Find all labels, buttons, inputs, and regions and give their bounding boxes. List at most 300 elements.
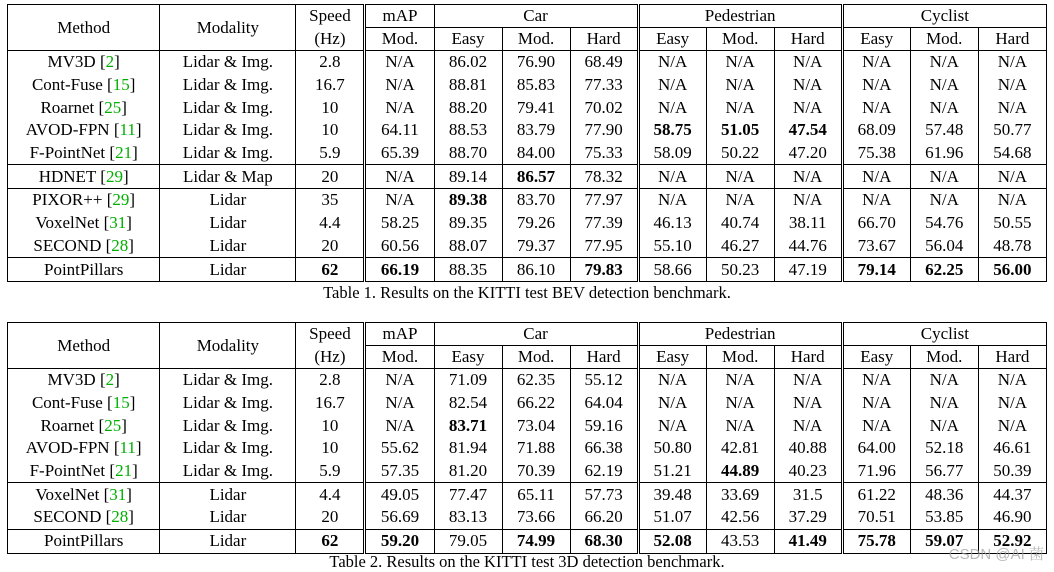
citation-link[interactable]: 15 [112, 75, 130, 95]
cell-cyc-mod [910, 74, 978, 97]
cell-car-hard [570, 74, 638, 97]
cell-cyc-hard [978, 119, 1046, 142]
cell-ped-hard [774, 392, 842, 415]
cell-value: Lidar [209, 259, 247, 279]
cell-car-easy [434, 235, 502, 258]
cell-cyc-hard [978, 506, 1046, 529]
cell-car-mod [502, 392, 570, 415]
header-car-mod: Mod. [502, 28, 570, 51]
cell-value: Lidar & Map [183, 166, 273, 186]
cell-cyc-mod [910, 460, 978, 483]
cell-ped-mod [706, 119, 774, 142]
cell-value: N/A [793, 190, 823, 210]
cell-speed [296, 460, 365, 483]
table1-caption: Table 1. Results on the KITTI test BEV detection benchmark. [323, 283, 731, 302]
cell-value: Lidar [209, 190, 247, 210]
header-car: Car [434, 323, 638, 346]
csdn-watermark: CSDN @AI 菌 [948, 546, 1044, 563]
cell-value: N/A [385, 166, 415, 186]
cell-value: N/A [725, 97, 755, 117]
cell-speed [296, 119, 365, 142]
cell-value: 62 [321, 259, 339, 279]
cell-value: 89.14 [448, 166, 488, 186]
citation-link[interactable]: 15 [112, 393, 130, 413]
cell-value: N/A [657, 190, 688, 210]
cell-value: 77.90 [584, 120, 623, 140]
cell-car-mod [502, 437, 570, 460]
citation-link[interactable]: 31 [109, 213, 127, 233]
cell-ped-easy [638, 119, 706, 142]
cell-method: VoxelNet [31] [8, 212, 160, 235]
cell-ped-hard [774, 369, 842, 392]
cell-ped-easy [638, 483, 706, 506]
cell-value: 79.05 [448, 531, 488, 551]
cell-value: 44.37 [993, 484, 1032, 504]
cell-modality [160, 189, 296, 212]
citation-link[interactable]: 29 [112, 190, 130, 210]
cell-value: N/A [793, 166, 823, 186]
cell-value: 59.07 [925, 531, 964, 551]
cell-value: Lidar [209, 235, 247, 255]
header-method: Method [8, 5, 160, 51]
cell-value: 73.04 [516, 415, 556, 435]
cell-value: Lidar & Img. [182, 461, 273, 481]
method-name: PointPillars [43, 531, 124, 551]
cell-ped-hard [774, 96, 842, 119]
cell-method: Roarnet [25] [8, 96, 160, 119]
header-ped-mod: Mod. [706, 28, 774, 51]
cell-value: 88.07 [448, 235, 488, 255]
cell-cyc-hard [978, 235, 1046, 258]
header-cyclist: Cyclist [842, 323, 1046, 346]
cell-map-mod [365, 460, 434, 483]
cell-value: 79.26 [516, 213, 556, 233]
cell-value: 75.38 [857, 143, 896, 163]
cell-car-mod [502, 235, 570, 258]
header-ped-easy: Easy [638, 346, 706, 369]
cell-car-hard [570, 119, 638, 142]
cell-value: 43.53 [721, 531, 760, 551]
cell-value: 4.4 [319, 484, 341, 504]
cell-ped-hard [774, 142, 842, 165]
cell-ped-easy [638, 51, 706, 74]
cell-cyc-hard [978, 142, 1046, 165]
cell-method: AVOD-FPN [11] [8, 437, 160, 460]
cell-modality [160, 235, 296, 258]
cell-value: N/A [657, 97, 688, 117]
cell-value: 53.85 [925, 507, 964, 527]
table-row [8, 51, 1047, 74]
cell-speed [296, 235, 365, 258]
citation-link[interactable]: 2 [105, 370, 115, 390]
table-row [8, 189, 1047, 212]
header-car-mod: Mod. [502, 346, 570, 369]
citation-link[interactable]: 21 [115, 143, 133, 163]
cell-ped-easy [638, 96, 706, 119]
cell-value: 64.11 [381, 120, 419, 140]
cell-value: 77.39 [584, 213, 623, 233]
cell-value: N/A [862, 166, 892, 186]
cell-value: Lidar [209, 213, 247, 233]
cell-value: 42.81 [721, 438, 760, 458]
cell-value: N/A [657, 166, 688, 186]
cell-cyc-easy [842, 51, 910, 74]
cell-ped-mod [706, 483, 774, 506]
cell-cyc-hard [978, 392, 1046, 415]
cell-value: 73.66 [516, 507, 556, 527]
cell-value: 76.90 [516, 52, 556, 72]
cell-cyc-mod [910, 212, 978, 235]
cell-speed [296, 392, 365, 415]
method-name: MV3D [47, 370, 96, 390]
citation-link[interactable]: 25 [104, 97, 122, 117]
cell-ped-mod [706, 235, 774, 258]
cell-value: 81.20 [448, 461, 488, 481]
cell-method: MV3D [2] [8, 51, 160, 74]
citation-link[interactable]: 29 [105, 166, 123, 186]
cell-value: 83.70 [516, 190, 556, 210]
cell-cyc-easy [842, 437, 910, 460]
citation-link[interactable]: 31 [109, 484, 127, 504]
cell-value: 85.83 [516, 75, 556, 95]
cell-modality [160, 212, 296, 235]
cell-value: 20 [321, 507, 339, 527]
cell-value: 33.69 [721, 484, 760, 504]
cell-cyc-mod [910, 414, 978, 437]
cell-modality [160, 506, 296, 529]
method-name: SECOND [33, 235, 102, 255]
cell-ped-hard [774, 189, 842, 212]
cell-modality [160, 165, 296, 189]
citation-link[interactable]: 21 [115, 461, 133, 481]
cell-map-mod [365, 414, 434, 437]
cell-value: N/A [385, 75, 415, 95]
cell-cyc-mod [910, 51, 978, 74]
cell-car-mod [502, 51, 570, 74]
method-name: VoxelNet [35, 484, 100, 504]
cell-value: N/A [862, 393, 892, 413]
cell-value: Lidar & Img. [182, 52, 273, 72]
cell-modality [160, 460, 296, 483]
cell-ped-mod [706, 369, 774, 392]
cell-value: 46.13 [653, 213, 692, 233]
cell-car-easy [434, 506, 502, 529]
cell-value: N/A [657, 52, 688, 72]
cell-ped-hard [774, 460, 842, 483]
header-cyc-easy: Easy [842, 28, 910, 51]
bev-results-body [8, 51, 1047, 282]
method-name: MV3D [47, 52, 96, 72]
cell-value: 31.5 [792, 484, 823, 504]
header-car-easy: Easy [434, 346, 502, 369]
citation-link[interactable]: 11 [119, 120, 136, 140]
cell-value: 39.48 [653, 484, 692, 504]
cell-value: N/A [385, 370, 415, 390]
cell-value: 41.49 [788, 531, 827, 551]
cell-car-mod [502, 165, 570, 189]
table-row [8, 142, 1047, 165]
header-car-easy: Easy [434, 28, 502, 51]
cell-ped-easy [638, 258, 706, 282]
header-ped-easy: Easy [638, 28, 706, 51]
cell-value: 64.00 [857, 438, 896, 458]
cell-value: N/A [385, 97, 415, 117]
cell-value: N/A [997, 415, 1028, 435]
cell-car-hard [570, 96, 638, 119]
header-speed: Speed [296, 323, 365, 346]
citation-link[interactable]: 11 [119, 438, 136, 458]
table-row [8, 74, 1047, 97]
cell-value: 46.90 [993, 507, 1032, 527]
cell-value: 55.10 [653, 235, 692, 255]
table-row [8, 165, 1047, 189]
cell-value: 47.54 [788, 120, 827, 140]
cell-value: 59.16 [584, 415, 623, 435]
cell-value: 58.09 [653, 143, 692, 163]
cell-car-easy [434, 460, 502, 483]
cell-value: N/A [929, 370, 959, 390]
cell-value: 79.37 [516, 235, 556, 255]
cell-value: 52.18 [925, 438, 964, 458]
cell-cyc-easy [842, 483, 910, 506]
cell-value: N/A [657, 370, 688, 390]
cell-car-hard [570, 529, 638, 553]
cell-ped-mod [706, 51, 774, 74]
cell-car-easy [434, 483, 502, 506]
cell-car-mod [502, 142, 570, 165]
cell-value: 54.68 [993, 143, 1032, 163]
cell-car-mod [502, 96, 570, 119]
cell-ped-hard [774, 258, 842, 282]
cell-modality [160, 392, 296, 415]
table-row [8, 506, 1047, 529]
cell-value: N/A [929, 190, 959, 210]
cell-speed [296, 483, 365, 506]
cell-cyc-mod [910, 506, 978, 529]
cell-value: N/A [997, 393, 1028, 413]
cell-value: N/A [997, 97, 1028, 117]
cell-modality [160, 369, 296, 392]
citation-link[interactable]: 25 [104, 415, 122, 435]
header-speed-unit: (Hz) [296, 28, 365, 51]
cell-ped-mod [706, 74, 774, 97]
cell-car-hard [570, 483, 638, 506]
cell-car-easy [434, 165, 502, 189]
cell-value: 77.47 [448, 484, 488, 504]
cell-value: 82.54 [448, 393, 488, 413]
table-row [8, 258, 1047, 282]
cell-car-hard [570, 165, 638, 189]
citation-link[interactable]: 28 [111, 235, 129, 255]
header-car-hard: Hard [570, 346, 638, 369]
cell-value: 60.56 [380, 235, 420, 255]
cell-car-easy [434, 119, 502, 142]
citation-link[interactable]: 28 [111, 507, 129, 527]
cell-value: 77.33 [584, 75, 623, 95]
cell-map-mod [365, 506, 434, 529]
header-cyc-mod: Mod. [910, 346, 978, 369]
cell-cyc-easy [842, 189, 910, 212]
cell-value: 62.25 [925, 259, 964, 279]
cell-ped-hard [774, 212, 842, 235]
cell-modality [160, 51, 296, 74]
cell-cyc-hard [978, 460, 1046, 483]
cell-value: 52.92 [993, 531, 1032, 551]
header-speed-unit: (Hz) [296, 346, 365, 369]
cell-car-hard [570, 369, 638, 392]
cell-value: 66.20 [584, 507, 623, 527]
cell-value: N/A [657, 75, 688, 95]
cell-value: 51.21 [653, 461, 692, 481]
header-cyclist: Cyclist [842, 5, 1046, 28]
cell-map-mod [365, 74, 434, 97]
cell-car-hard [570, 142, 638, 165]
cell-value: 68.49 [584, 52, 623, 72]
cell-value: N/A [862, 75, 892, 95]
cell-value: N/A [725, 393, 755, 413]
cell-method: VoxelNet [31] [8, 483, 160, 506]
cell-car-easy [434, 51, 502, 74]
cell-value: Lidar & Img. [182, 370, 273, 390]
table-row [8, 460, 1047, 483]
cell-ped-easy [638, 142, 706, 165]
cell-value: N/A [725, 166, 755, 186]
method-name: AVOD-FPN [25, 120, 110, 140]
method-name: SECOND [33, 507, 102, 527]
method-name: PointPillars [43, 259, 124, 279]
cell-car-easy [434, 142, 502, 165]
cell-value: N/A [385, 415, 415, 435]
cell-cyc-mod [910, 96, 978, 119]
cell-cyc-hard [978, 74, 1046, 97]
cell-cyc-easy [842, 165, 910, 189]
cell-ped-mod [706, 529, 774, 553]
cell-map-mod [365, 189, 434, 212]
cell-map-mod [365, 51, 434, 74]
cell-value: 46.61 [993, 438, 1032, 458]
cell-car-easy [434, 392, 502, 415]
cell-value: 70.02 [584, 97, 623, 117]
cell-modality [160, 119, 296, 142]
cell-value: N/A [862, 97, 892, 117]
cell-value: 2.8 [319, 52, 341, 72]
cell-value: 47.20 [788, 143, 827, 163]
cell-map-mod [365, 483, 434, 506]
cell-value: 61.96 [925, 143, 964, 163]
cell-value: 57.73 [584, 484, 623, 504]
cell-value: 10 [321, 415, 339, 435]
cell-cyc-hard [978, 437, 1046, 460]
cell-ped-hard [774, 414, 842, 437]
cell-value: 86.02 [448, 52, 488, 72]
cell-value: N/A [862, 370, 892, 390]
cell-value: 49.05 [380, 484, 420, 504]
table-row [8, 414, 1047, 437]
table2-caption: Table 2. Results on the KITTI test 3D detection benchmark. [329, 552, 725, 571]
cell-value: 58.75 [653, 120, 692, 140]
cell-cyc-easy [842, 96, 910, 119]
cell-value: N/A [862, 52, 892, 72]
cell-car-mod [502, 74, 570, 97]
cell-ped-easy [638, 235, 706, 258]
cell-car-easy [434, 529, 502, 553]
cell-method: AVOD-FPN [11] [8, 119, 160, 142]
cell-car-easy [434, 258, 502, 282]
cell-value: Lidar & Img. [182, 120, 273, 140]
cell-modality [160, 437, 296, 460]
cell-value: 35 [321, 190, 339, 210]
cell-car-easy [434, 189, 502, 212]
cell-value: 50.55 [993, 213, 1032, 233]
cell-speed [296, 258, 365, 282]
cell-value: 50.77 [993, 120, 1032, 140]
header-car-hard: Hard [570, 28, 638, 51]
header-speed: Speed [296, 5, 365, 28]
cell-value: 77.95 [584, 235, 623, 255]
cell-value: 71.96 [857, 461, 896, 481]
cell-value: 56.77 [925, 461, 964, 481]
cell-value: 62.35 [516, 370, 556, 390]
cell-car-hard [570, 392, 638, 415]
cell-ped-hard [774, 119, 842, 142]
cell-speed [296, 74, 365, 97]
header-pedestrian: Pedestrian [638, 5, 842, 28]
cell-cyc-mod [910, 189, 978, 212]
cell-car-mod [502, 369, 570, 392]
cell-value: 58.66 [653, 259, 692, 279]
cell-value: 50.80 [653, 438, 692, 458]
cell-value: 83.71 [448, 415, 488, 435]
table-row [8, 235, 1047, 258]
method-name: Roarnet [40, 97, 95, 117]
cell-ped-hard [774, 165, 842, 189]
cell-value: Lidar [209, 531, 247, 551]
cell-value: 88.81 [448, 75, 488, 95]
header-map: mAP [365, 323, 434, 346]
cell-value: 44.89 [721, 461, 760, 481]
cell-value: 75.33 [584, 143, 623, 163]
method-name: F-PointNet [29, 143, 106, 163]
header-pedestrian: Pedestrian [638, 323, 842, 346]
cell-cyc-hard [978, 51, 1046, 74]
cell-map-mod [365, 529, 434, 553]
cell-car-mod [502, 506, 570, 529]
citation-link[interactable]: 2 [105, 52, 115, 72]
cell-map-mod [365, 392, 434, 415]
method-name: PIXOR++ [32, 190, 103, 210]
cell-cyc-easy [842, 235, 910, 258]
cell-modality [160, 142, 296, 165]
cell-car-mod [502, 529, 570, 553]
cell-value: 66.38 [584, 438, 623, 458]
cell-method: Cont-Fuse [15] [8, 74, 160, 97]
cell-value: 77.97 [584, 190, 623, 210]
cell-value: N/A [929, 52, 959, 72]
cell-modality [160, 414, 296, 437]
cell-ped-mod [706, 212, 774, 235]
cell-cyc-hard [978, 189, 1046, 212]
cell-value: N/A [385, 393, 415, 413]
cell-ped-mod [706, 142, 774, 165]
cell-car-easy [434, 74, 502, 97]
cell-value: Lidar & Img. [182, 393, 273, 413]
cell-speed [296, 165, 365, 189]
cell-value: N/A [929, 393, 959, 413]
cell-cyc-easy [842, 392, 910, 415]
cell-value: 48.78 [993, 235, 1032, 255]
cell-value: 84.00 [516, 143, 556, 163]
cell-car-hard [570, 460, 638, 483]
